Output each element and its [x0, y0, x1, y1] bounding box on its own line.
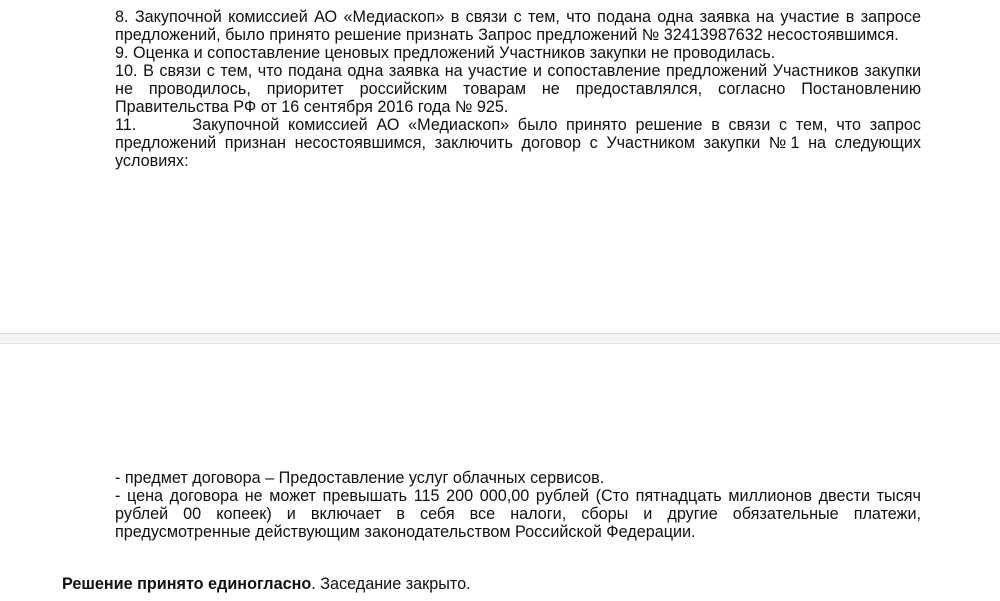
decision-bold: Решение принято единогласно [62, 575, 312, 593]
page-break [0, 334, 1000, 342]
item-8-text: Закупочной комиссией АО «Медиаскоп» в связи с тем, что подана одна заявка на участие в запросе предложений, было принято решение признать Запрос предложений № 32413987632 несостоявшимся. [115, 8, 921, 44]
condition-price: - цена договора не может превышать 115 200 000,00 рублей (Сто пятнадцать миллионов двести тысяч рублей 00 копеек) и включает в себя все налоги, сборы и другие обязательные платежи, предусмотренные действующим законодательством Российской Федерации. [115, 487, 921, 541]
protocol-items [115, 8, 921, 170]
contract-conditions [115, 469, 921, 541]
item-11-number: 11. [115, 116, 137, 134]
item-9-text: Оценка и сопоставление ценовых предложений Участников закупки не проводилась. [133, 44, 776, 62]
item-11-text: Закупочной комиссией АО «Медиаскоп» было принято решение в связи с тем, что запрос предложений признан несостоявшимся, заключить договор с Участником закупки №1 на следующих условиях: [115, 116, 921, 170]
item-8 [115, 8, 921, 44]
decision-line [62, 575, 471, 593]
decision-rest: . Заседание закрыто. [311, 575, 471, 593]
item-10-number: 10. [115, 62, 138, 80]
item-10-text: В связи с тем, что подана одна заявка на участие и сопоставление предложений Участников закупки не проводилось, приоритет российским товарам не предоставлялся, согласно Постановлению Правительства РФ от 16 сентября 2016 года № 925. [115, 62, 921, 116]
item-9-number: 9. [115, 44, 129, 62]
item-8-number: 8. [115, 8, 129, 26]
condition-subject: - предмет договора – Предоставление услуг облачных сервисов. [115, 469, 605, 487]
item-9 [115, 44, 921, 62]
item-11 [115, 116, 921, 170]
item-10 [115, 62, 921, 116]
